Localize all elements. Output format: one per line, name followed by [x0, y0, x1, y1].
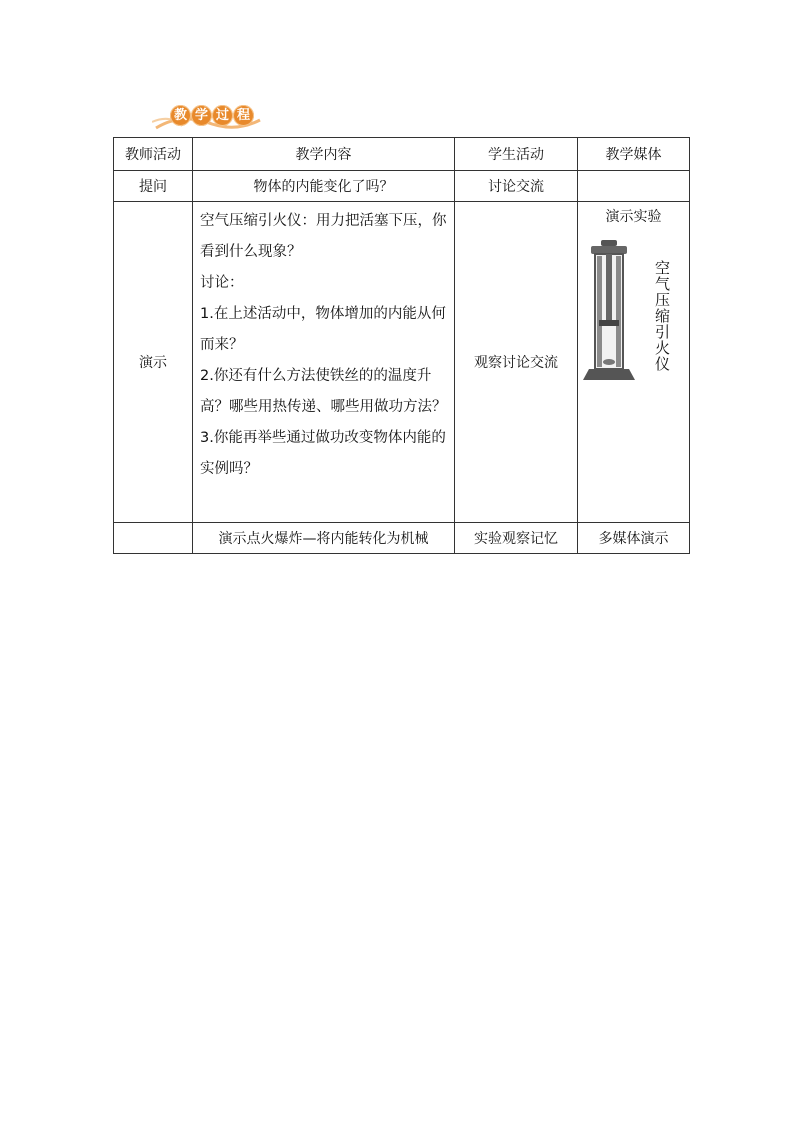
content-line: 3.你能再举些通过做功改变物体内能的实例吗？ [200, 430, 446, 477]
table-header-row [114, 138, 690, 171]
section-badge-title [170, 105, 254, 126]
cell-content: 物体的内能变化了吗？ [193, 171, 455, 202]
content-line: 空气压缩引火仪：用力把活塞下压，你看到什么现象？ [200, 213, 447, 260]
cell-teacher [114, 523, 193, 554]
badge-char: 过 [212, 105, 233, 126]
table-row [114, 523, 690, 554]
media-figure [579, 234, 689, 394]
air-compression-igniter-icon [579, 234, 689, 394]
badge-char: 教 [170, 105, 191, 126]
badge-char: 学 [191, 105, 212, 126]
section-badge [152, 102, 262, 132]
cell-teacher: 提问 [114, 171, 193, 202]
media-title: 演示实验 [605, 209, 662, 225]
content-line: 2.你还有什么方法使铁丝的的温度升高？哪些用热传递、哪些用做功方法？ [200, 368, 447, 415]
cell-media [578, 202, 690, 523]
cell-content [193, 202, 455, 523]
header-teaching-media: 教学媒体 [578, 138, 690, 171]
media-figure-label: 空气压缩引火仪 [654, 259, 670, 373]
cell-student: 观察讨论交流 [455, 202, 578, 523]
content-line: 1.在上述活动中，物体增加的内能从何而来？ [200, 306, 446, 353]
cell-media: 多媒体演示 [578, 523, 690, 554]
header-teaching-content: 教学内容 [193, 138, 455, 171]
table-row [114, 202, 690, 523]
table-row [114, 171, 690, 202]
badge-char: 程 [233, 105, 254, 126]
cell-student: 实验观察记忆 [455, 523, 578, 554]
cell-student: 讨论交流 [455, 171, 578, 202]
cell-content: 演示点火爆炸—将内能转化为机械 [193, 523, 455, 554]
cell-teacher: 演示 [114, 202, 193, 523]
lesson-plan-table [113, 137, 690, 554]
header-teacher-activity: 教师活动 [114, 138, 193, 171]
content-line: 讨论： [200, 275, 244, 291]
header-student-activity: 学生活动 [455, 138, 578, 171]
cell-media [578, 171, 690, 202]
